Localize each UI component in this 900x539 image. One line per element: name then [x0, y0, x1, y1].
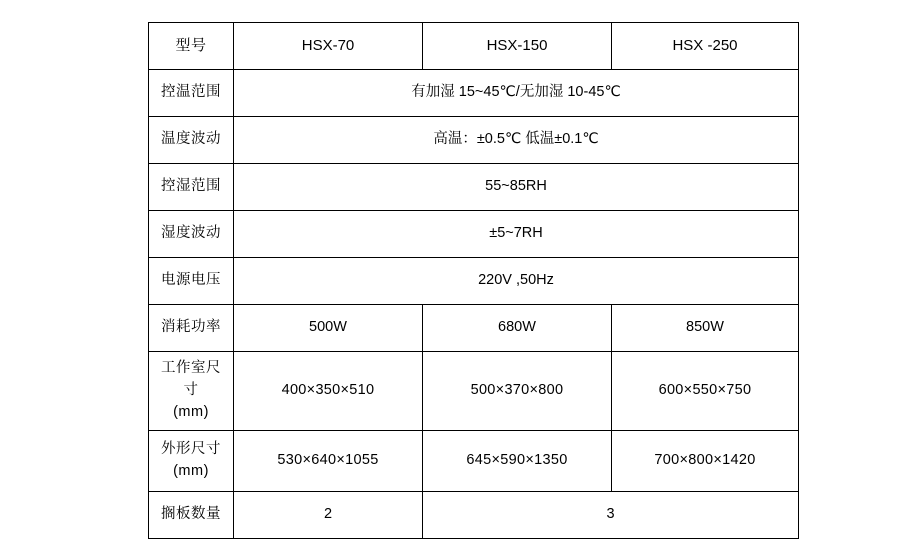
table-row	[149, 352, 799, 431]
model-hsx-70: HSX-70	[234, 23, 423, 70]
power-supply-voltage-value: 220V ,50Hz	[234, 258, 799, 305]
row-label-outer-dimensions	[149, 431, 234, 492]
row-label-temperature-fluctuation: 温度波动	[149, 117, 234, 164]
power-consumption-hsx-250: 850W	[612, 305, 799, 352]
table-row	[149, 492, 799, 539]
inner-size-label-line1: 工作室尺	[161, 360, 221, 377]
table-row	[149, 258, 799, 305]
inner-size-hsx-150: 500×370×800	[423, 352, 612, 431]
row-label-humidity-range: 控湿范围	[149, 164, 234, 211]
specification-table-container	[148, 22, 770, 539]
power-consumption-hsx-70: 500W	[234, 305, 423, 352]
table-row	[149, 23, 799, 70]
table-row	[149, 117, 799, 164]
row-label-power-consumption: 消耗功率	[149, 305, 234, 352]
temperature-range-value: 有加湿 15~45℃/无加湿 10-45℃	[234, 70, 799, 117]
inner-size-hsx-250: 600×550×750	[612, 352, 799, 431]
model-hsx-250: HSX -250	[612, 23, 799, 70]
specification-table	[148, 22, 799, 539]
outer-size-hsx-150: 645×590×1350	[423, 431, 612, 492]
temperature-fluctuation-value: 高温：±0.5℃ 低温±0.1℃	[234, 117, 799, 164]
table-row	[149, 305, 799, 352]
row-label-inner-chamber-size	[149, 352, 234, 431]
shelf-count-hsx-150-250: 3	[423, 492, 799, 539]
table-row	[149, 70, 799, 117]
outer-size-hsx-70: 530×640×1055	[234, 431, 423, 492]
row-label-power-supply-voltage: 电源电压	[149, 258, 234, 305]
row-label-model: 型号	[149, 23, 234, 70]
humidity-fluctuation-value: ±5~7RH	[234, 211, 799, 258]
inner-size-label-unit: (mm)	[173, 403, 209, 420]
row-label-temperature-range: 控温范围	[149, 70, 234, 117]
inner-size-label-line2: 寸	[183, 382, 199, 399]
shelf-count-hsx-70: 2	[234, 492, 423, 539]
outer-size-label-unit: (mm)	[173, 463, 209, 479]
row-label-humidity-fluctuation: 湿度波动	[149, 211, 234, 258]
outer-size-hsx-250: 700×800×1420	[612, 431, 799, 492]
model-hsx-150: HSX-150	[423, 23, 612, 70]
power-consumption-hsx-150: 680W	[423, 305, 612, 352]
humidity-range-value: 55~85RH	[234, 164, 799, 211]
outer-size-label-line1: 外形尺寸	[161, 441, 221, 458]
table-row	[149, 164, 799, 211]
table-row	[149, 211, 799, 258]
table-row	[149, 431, 799, 492]
inner-size-hsx-70: 400×350×510	[234, 352, 423, 431]
row-label-shelf-count: 搁板数量	[149, 492, 234, 539]
